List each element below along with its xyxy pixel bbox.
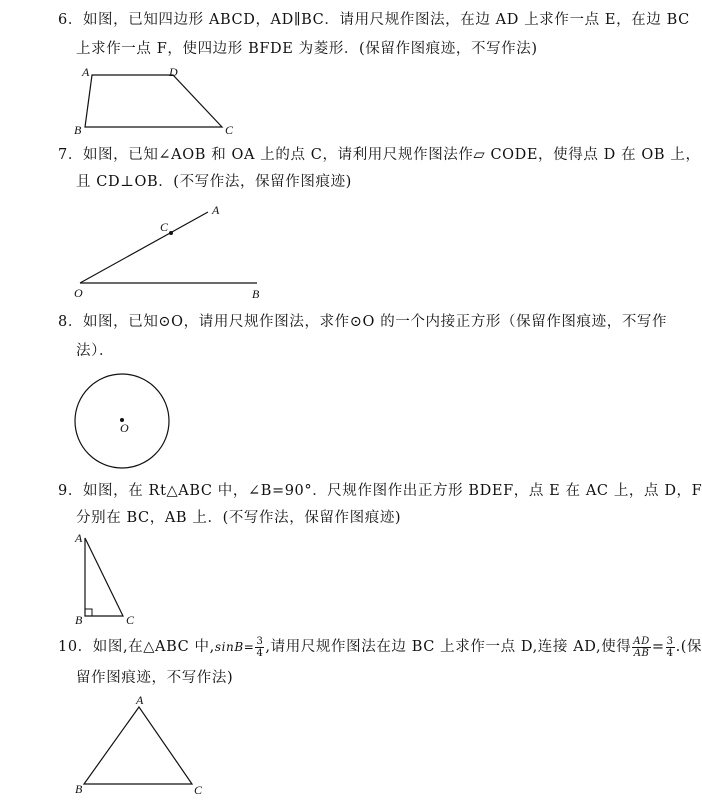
label-b: B xyxy=(74,123,82,137)
label-a: A xyxy=(212,203,220,217)
sin-b-label: sinB= xyxy=(214,640,255,654)
label-a: A xyxy=(82,65,90,79)
problem-9-number: 9． xyxy=(58,483,83,499)
label-c: C xyxy=(160,220,169,234)
problem-6-text-1: 如图，已知四边形 ABCD，AD∥BC．请用尺规作图法，在边 AD 上求作一点 E，在边 BC xyxy=(82,12,690,28)
problem-6-number: 6． xyxy=(58,12,83,28)
problem-9-line-2: 分别在 BC，AB 上．(不写作法，保留作图痕迹) xyxy=(76,510,402,526)
problem-10-text-a: 如图,在△ABC 中, xyxy=(92,639,215,655)
label-a: A xyxy=(75,531,83,545)
figure-circle-o xyxy=(70,372,175,472)
problem-10-line-2: 留作图痕迹，不写作法) xyxy=(76,670,234,686)
label-c: C xyxy=(126,613,135,627)
problem-8-text-1: 如图，已知⊙O，请用尺规作图法，求作⊙O 的一个内接正方形（保留作图痕迹，不写作 xyxy=(82,314,668,330)
problem-9-text-1: 如图，在 Rt△ABC 中，∠B=90°．尺规作图作出正方形 BDEF，点 E 在 AC 上，点 D，F xyxy=(82,483,702,499)
right-angle-mark xyxy=(85,609,92,616)
label-c: C xyxy=(194,783,203,797)
sin-b-denominator: 4 xyxy=(256,647,264,659)
equals-sign: = xyxy=(651,639,665,655)
problem-6-line-1 xyxy=(58,10,690,30)
trapezoid-shape xyxy=(85,75,222,127)
label-b: B xyxy=(75,613,83,627)
ratio-numerator: AD xyxy=(633,635,650,647)
problem-10-line-1 xyxy=(58,634,702,660)
point-c xyxy=(169,231,173,235)
value-fraction xyxy=(666,636,675,659)
figure-right-triangle xyxy=(70,530,150,630)
label-b: B xyxy=(252,287,260,301)
figure-angle-aob xyxy=(70,200,280,305)
problem-10-text-b: ,请用尺规作图法在边 BC 上求作一点 D,连接 AD,使得 xyxy=(265,639,632,655)
value-numerator: 3 xyxy=(666,635,674,647)
problem-6-line-2: 上求作一点 F，使四边形 BFDE 为菱形．(保留作图痕迹，不写作法) xyxy=(76,41,538,57)
problem-7-line-2: 且 CD⊥OB．(不写作法，保留作图痕迹) xyxy=(76,174,352,190)
sin-b-fraction xyxy=(255,636,264,659)
problem-10-text-c: .(保 xyxy=(675,639,702,655)
problem-7-text-1: 如图，已知∠AOB 和 OA 上的点 C，请利用尺规作图法作▱ CODE，使得点 D 在 OB 上， xyxy=(82,147,701,163)
label-b: B xyxy=(75,782,83,796)
problem-9-line-1 xyxy=(58,481,702,501)
ratio-denominator: AB xyxy=(633,647,650,659)
problem-7-number: 7． xyxy=(58,147,83,163)
problem-8-line-2: 法）． xyxy=(76,343,115,359)
label-c: C xyxy=(225,123,234,137)
label-o: O xyxy=(120,421,129,435)
label-a: A xyxy=(136,693,144,707)
sin-b-numerator: 3 xyxy=(256,635,264,647)
problem-8-line-1 xyxy=(58,312,667,332)
problem-8-number: 8． xyxy=(58,314,83,330)
triangle-abc xyxy=(85,538,123,616)
figure-trapezoid-abcd xyxy=(70,64,250,140)
ratio-fraction xyxy=(632,636,650,659)
figure-triangle-abc xyxy=(70,695,220,803)
label-d: D xyxy=(169,65,178,79)
triangle-abc xyxy=(84,707,192,784)
problem-7-line-1 xyxy=(58,145,701,165)
ray-oa xyxy=(80,212,208,283)
problem-10-number: 10． xyxy=(58,639,93,655)
label-o: O xyxy=(74,286,83,300)
value-denominator: 4 xyxy=(666,647,674,659)
